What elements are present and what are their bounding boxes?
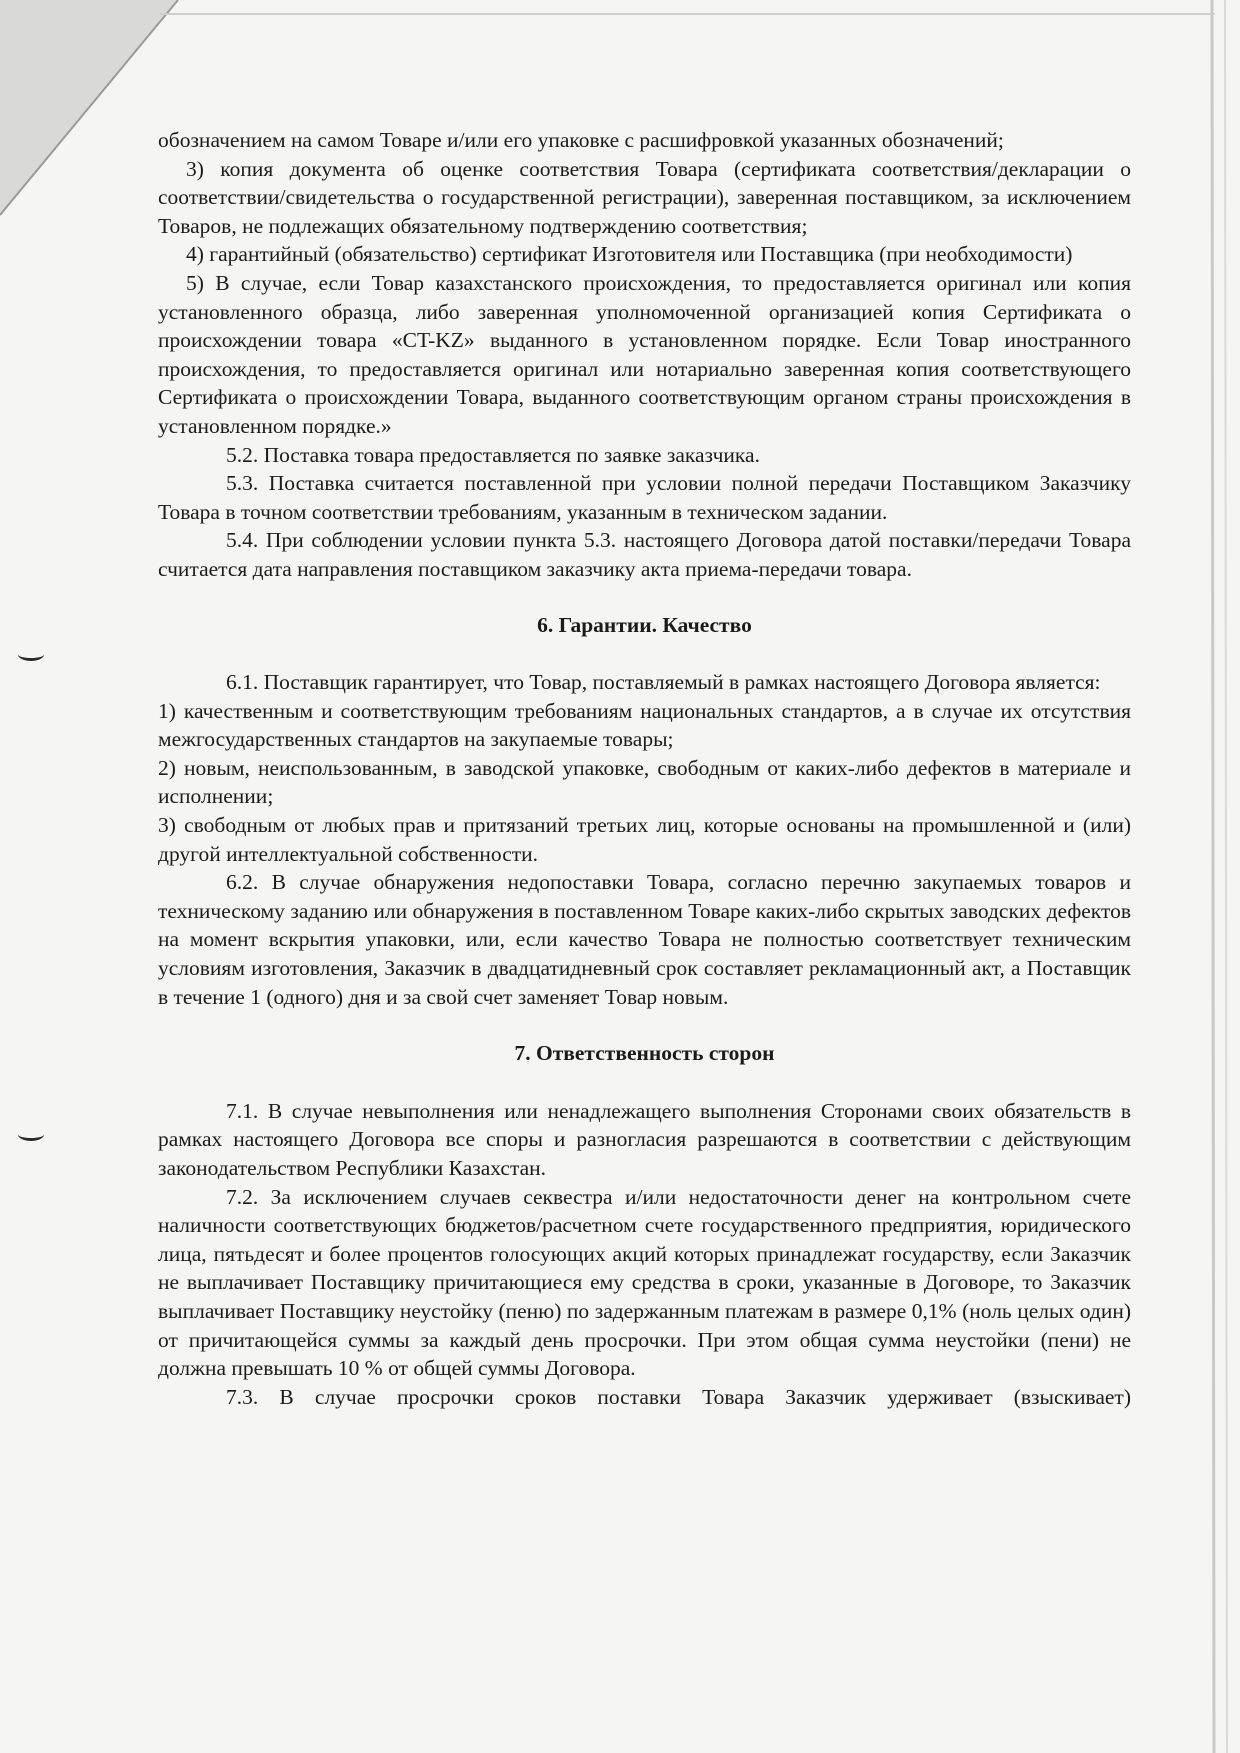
paragraph: 6.2. В случае обнаружения недопоставки Товара, согласно перечню закупаемых товаров и техническому заданию или обнаружения в поставленном Товаре каких-либо скрытых заводских дефектов на момент вскрытия упаковки, или, если качество Товара не полностью соответствует техническим условиям изготовления, Заказчик в двадцатидневный срок составляет рекламационный акт, а Поставщик в течение 1 (одного) дня и за свой счет заменяет Товар новым. <box>158 870 1131 1009</box>
paragraph: 5.3. Поставка считается поставленной при условии полной передачи Поставщиком Заказчику Товара в точном соответствии требованиям, указанным в техническом задании. <box>158 471 1131 524</box>
paragraph: 6.1. Поставщик гарантирует, что Товар, поставляемый в рамках настоящего Договора является: <box>226 670 1101 695</box>
paragraph: 3) копия документа об оценке соответствия Товара (сертификата соответствия/декларации о соответствии/свидетельства о государственной регистрации), заверенная поставщиком, за исключением Товаров, не подлежащих обязательному подтверждению соответствия; <box>158 156 1131 238</box>
paragraph: обозначением на самом Товаре и/или его упаковке с расшифровкой указанных обозначений; <box>158 128 1004 152</box>
punch-hole-mark <box>18 1128 44 1141</box>
document-page <box>158 126 1131 1411</box>
paragraph: 4) гарантийный (обязательство) сертификат Изготовителя или Поставщика (при необходимости) <box>186 242 1073 267</box>
paragraph: 7.3. В случае просрочки сроков поставки Товара Заказчик удерживает (взыскивает) <box>226 1384 1131 1409</box>
list-item: 1) качественным и соответствующим требованиям национальных стандартов, а в случае их отсутствия межгосударственных стандартов на закупаемые товары; <box>158 698 1131 752</box>
section-heading: 7. Ответственность сторон <box>514 1041 775 1066</box>
paragraph: 7.1. В случае невыполнения или ненадлежащего выполнения Сторонами своих обязательств в рамках настоящего Договора все споры и разногласия разрешаются в соответствии с действующим законодательством Республики Казахстан. <box>158 1098 1131 1180</box>
paragraph: 7.2. За исключением случаев секвестра и/или недостаточности денег на контрольном счете наличности соответствующих бюджетов/расчетном счете государственного предприятия, юридического лица, пятьдесят и более процентов голосующих акций которых принадлежат государству, если Заказчик не выплачивает Поставщику причитающиеся ему средства в сроки, указанные в Договоре, то Заказчик выплачивает Поставщику неустойку (пеню) по задержанным платежам в размере 0,1% (ноль целых один) от причитающейся суммы за каждый день просрочки. При этом общая сумма неустойки (пени) не должна превышать 10 % от общей суммы Договора. <box>158 1184 1131 1381</box>
paragraph: 5.4. При соблюдении условии пункта 5.3. настоящего Договора датой поставки/передачи Товара считается дата направления поставщиком заказчику акта приема-передачи товара. <box>158 528 1131 581</box>
paragraph: 5) В случае, если Товар казахстанского происхождения, то предоставляется оригинал или копия установленного образца, либо заверенная уполномоченной организацией копия Сертификата о происхождении товара «CT-KZ» выданного в установленном порядке. Если Товар иностранного происхождения, то предоставляется оригинал или нотариально заверенная копия соответствующего Сертификата о происхождении Товара, выданного соответствующим органом страны происхождения в установленном порядке.» <box>158 270 1131 438</box>
list-item: 3) свободным от любых прав и притязаний третьих лиц, которые основаны на промышленной и (или) другой интеллектуальной собственности. <box>158 813 1131 866</box>
list-item: 2) новым, неиспользованным, в заводской упаковке, свободным от каких-либо дефектов в материале и исполнении; <box>158 755 1131 809</box>
section-heading: 6. Гарантии. Качество <box>537 612 752 637</box>
paragraph: 5.2. Поставка товара предоставляется по заявке заказчика. <box>226 442 760 467</box>
punch-hole-mark <box>18 648 44 661</box>
